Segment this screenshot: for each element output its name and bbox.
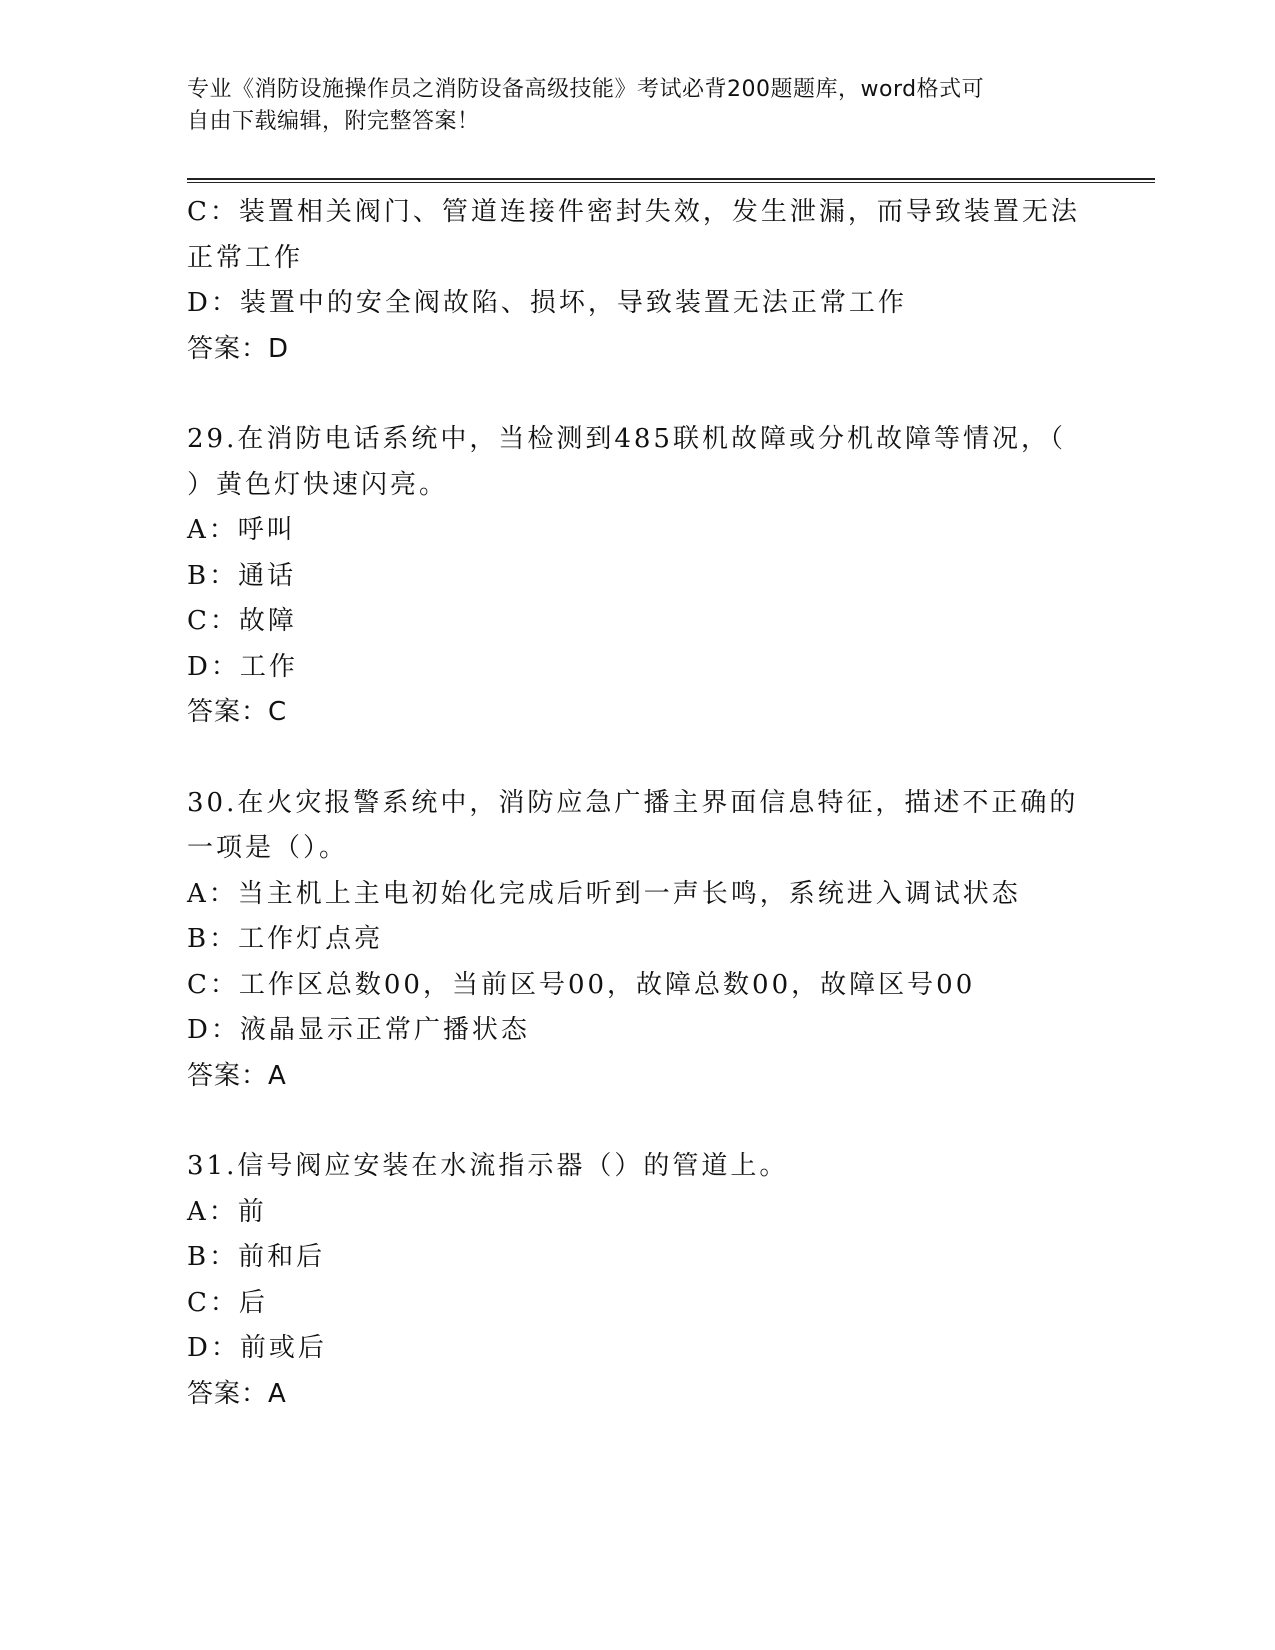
option-b: B：通话 xyxy=(187,560,297,591)
question-31 xyxy=(187,1144,1087,1417)
question-stem-continued: 一项是（）。 xyxy=(187,833,349,863)
option-a: A：当主机上主电初始化完成后听到一声长鸣，系统进入调试状态 xyxy=(187,878,1021,909)
answer-line: 答案：A xyxy=(187,1378,287,1409)
spacer xyxy=(187,736,1087,781)
option-d: D：装置中的安全阀故陷、损坏，导致装置无法正常工作 xyxy=(187,288,907,318)
option-c: C：工作区总数00，当前区号00，故障总数00，故障区号00 xyxy=(187,969,976,1000)
option-a: A：呼叫 xyxy=(187,515,296,545)
question-stem: 30.在火灾报警系统中，消防应急广播主界面信息特征，描述不正确的 xyxy=(187,787,1079,818)
question-30 xyxy=(187,781,1087,1100)
answer-line: 答案：C xyxy=(187,697,288,727)
option-c-continued: 正常工作 xyxy=(187,242,304,273)
option-c: C：装置相关阀门、管道连接件密封失效，发生泄漏，而导致装置无法 xyxy=(187,197,1080,227)
option-c: C：故障 xyxy=(187,606,297,636)
previous-question-remainder xyxy=(187,190,1087,372)
question-content xyxy=(187,190,1087,1417)
option-b: B：前和后 xyxy=(187,1242,326,1272)
question-stem: 29.在消防电话系统中，当检测到485联机故障或分机故障等情况，（ xyxy=(187,424,1066,454)
option-d: D：液晶显示正常广播状态 xyxy=(187,1015,530,1045)
document-header xyxy=(187,74,1067,138)
option-b: B：工作灯点亮 xyxy=(187,924,384,954)
answer-line: 答案：D xyxy=(187,333,290,364)
header-title-line-1: 专业《消防设施操作员之消防设备高级技能》考试必背200题题库，word格式可 xyxy=(187,77,985,102)
spacer xyxy=(187,1099,1087,1144)
question-29 xyxy=(187,417,1087,736)
spacer xyxy=(187,372,1087,417)
option-a: A：前 xyxy=(187,1196,267,1227)
answer-line: 答案：A xyxy=(187,1060,287,1091)
option-c: C：后 xyxy=(187,1287,268,1318)
question-stem-continued: ）黄色灯快速闪亮。 xyxy=(187,469,449,500)
question-stem: 31.信号阀应安装在水流指示器（）的管道上。 xyxy=(187,1151,789,1181)
header-divider xyxy=(187,178,1155,183)
option-d: D：工作 xyxy=(187,651,298,682)
header-title-line-2: 自由下载编辑，附完整答案！ xyxy=(187,109,480,134)
option-d: D：前或后 xyxy=(187,1333,327,1363)
